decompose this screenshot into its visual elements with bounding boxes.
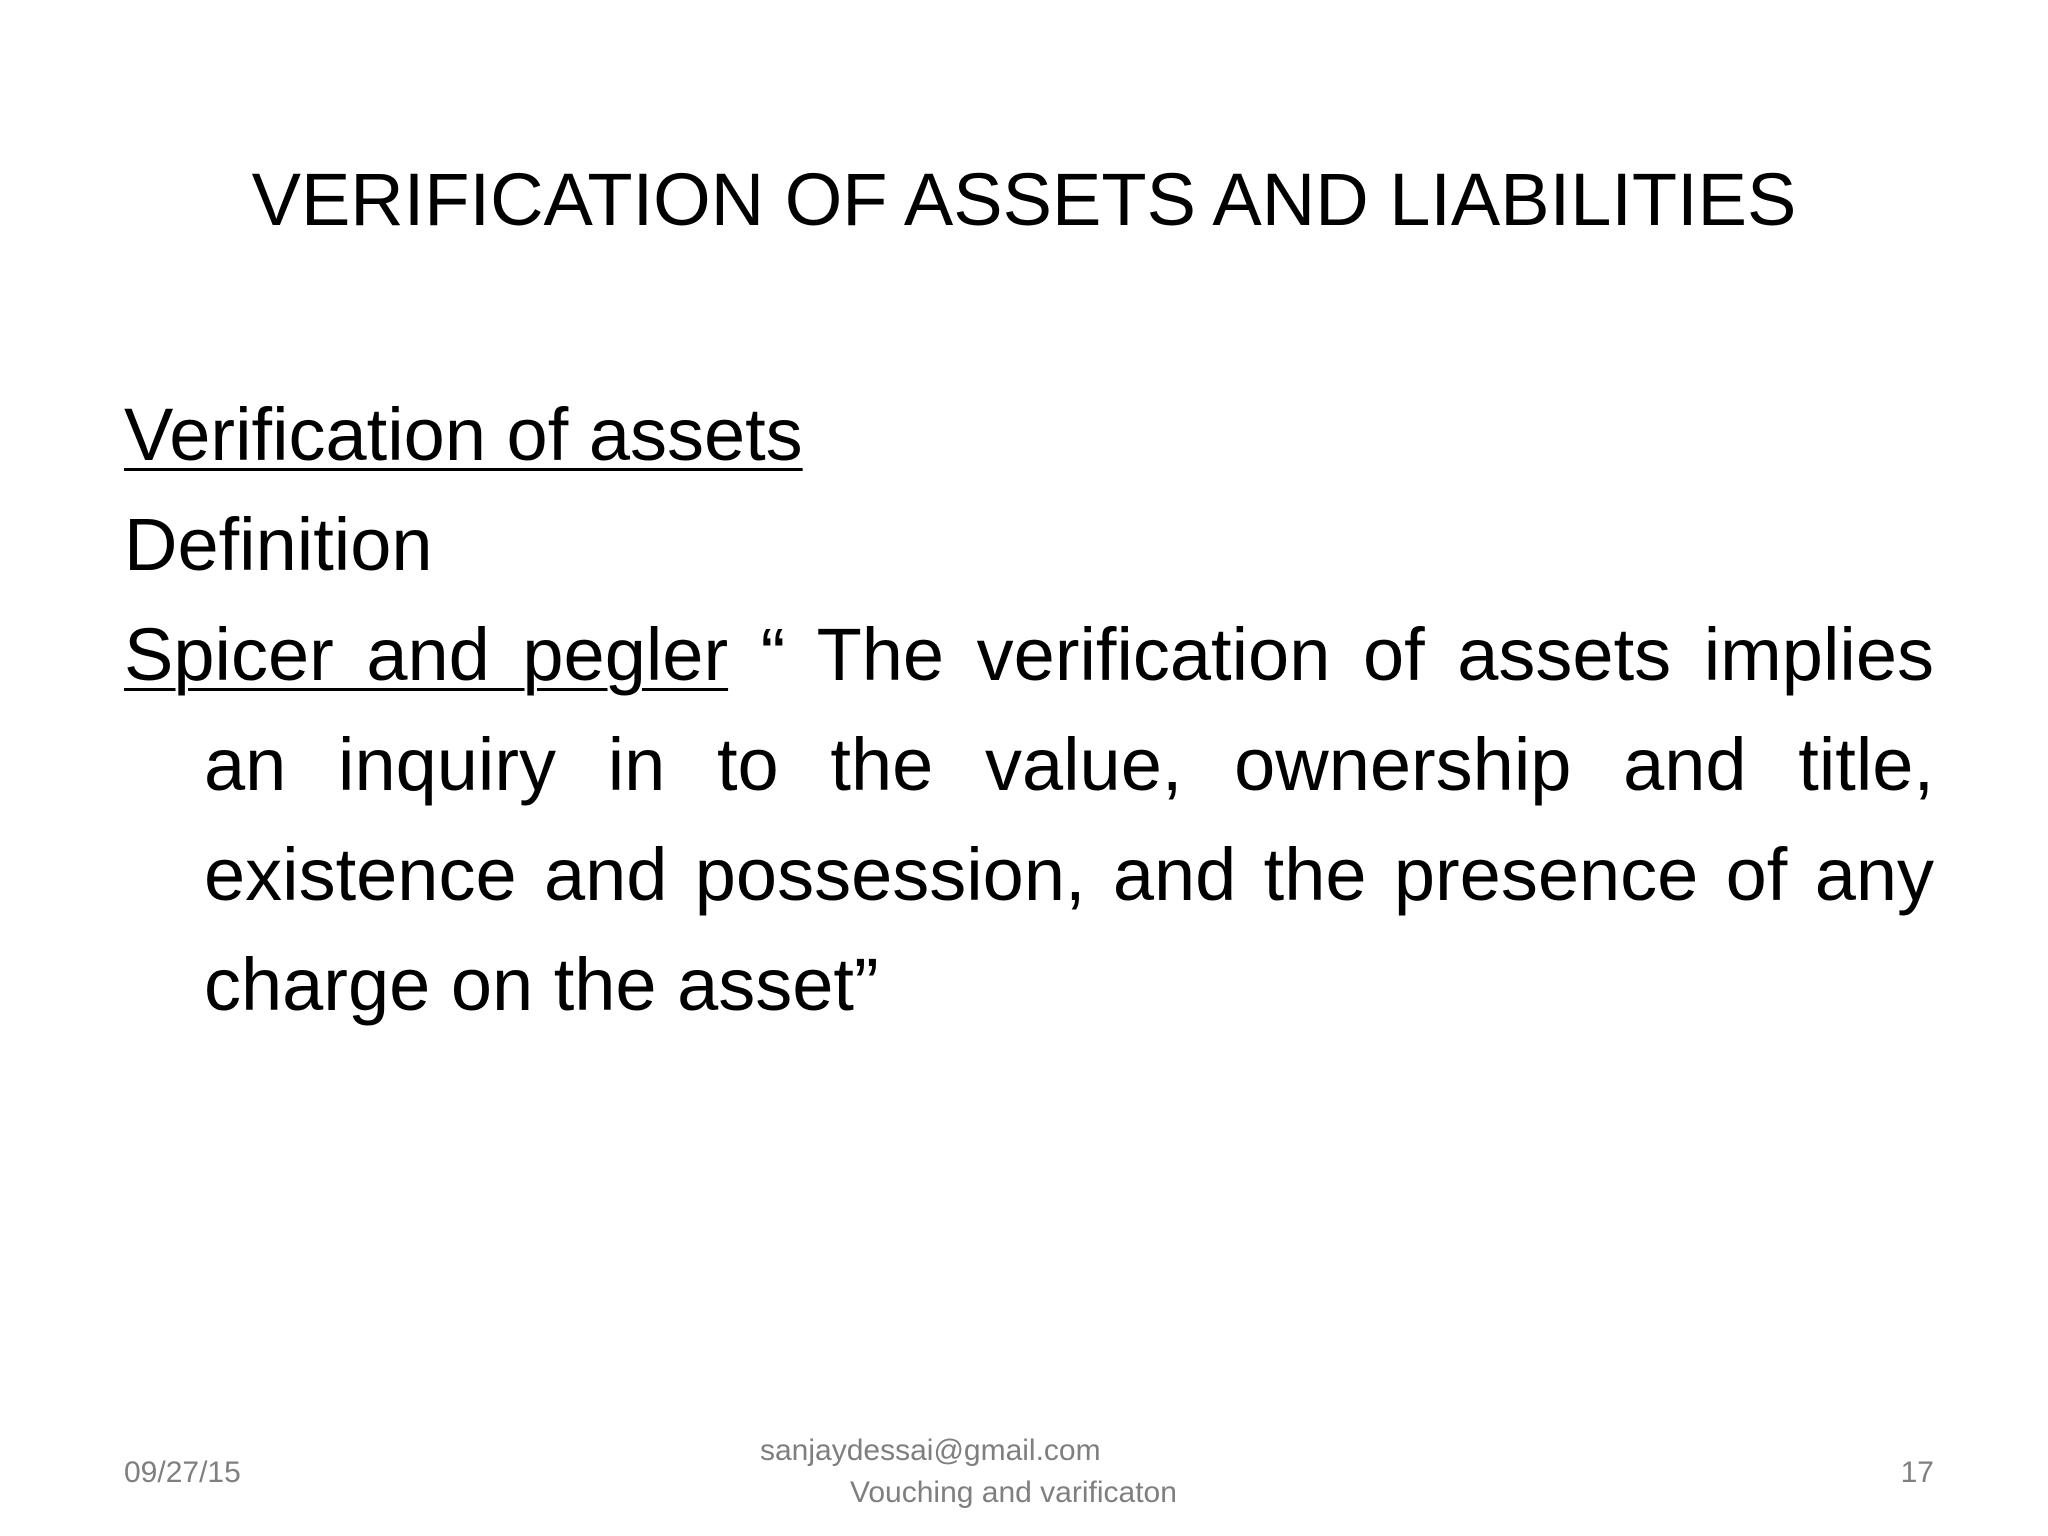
- slide-title: VERIFICATION OF ASSETS AND LIABILITIES: [251, 158, 1797, 241]
- definition-quote: “ The verification of assets implies an inquiry in to the value, ownership and title, existence and possession, and the presence of any charge on the asset”: [204, 613, 1934, 1026]
- definition-label: Definition: [124, 503, 433, 586]
- definition-author: Spicer and pegler: [124, 613, 729, 696]
- footer-date: 09/27/15: [124, 1456, 241, 1489]
- footer-center: [740, 1430, 1240, 1514]
- footer-email: sanjaydessai@gmail.com: [760, 1434, 1101, 1467]
- slide-body: [124, 380, 1934, 1040]
- footer-page-number: 17: [1900, 1456, 1934, 1489]
- definition-paragraph: [124, 600, 1934, 1040]
- footer-topic: Vouching and varificaton: [850, 1476, 1177, 1509]
- section-heading: Verification of assets: [124, 393, 803, 476]
